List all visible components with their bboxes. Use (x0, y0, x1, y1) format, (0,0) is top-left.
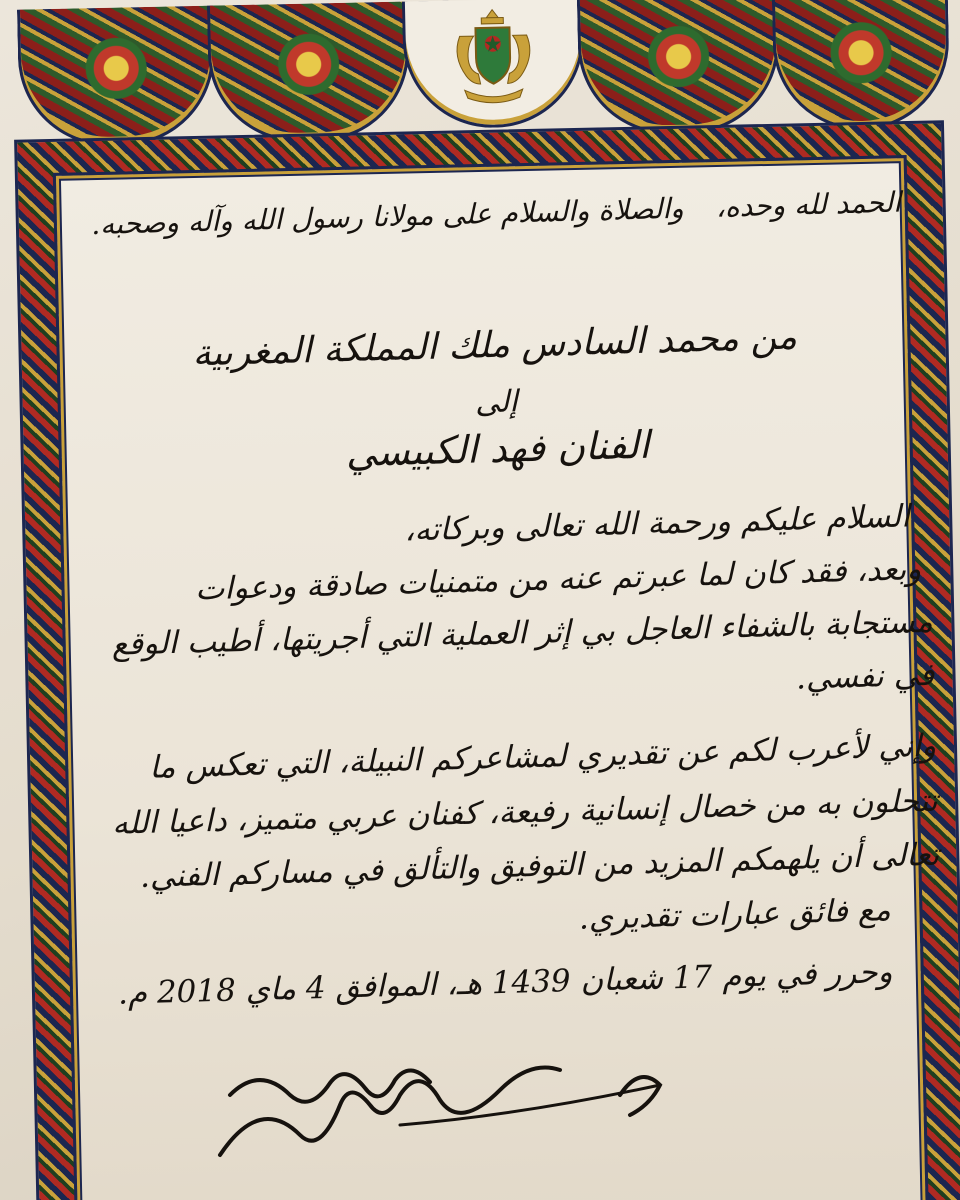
opening-salutation: والصلاة والسلام على مولانا رسول الله وآله وصحبه. (90, 191, 685, 242)
ornament-arch (577, 0, 781, 136)
royal-emblem-medallion (402, 0, 586, 130)
ornament-arch (772, 0, 951, 132)
recipient-line: الفنان فهد الكبيسي (345, 422, 651, 476)
ornament-arch (17, 6, 216, 148)
date-line: وحرر في يوم 17 شعبان 1439 هـ، الموافق 4 ماي 2018 م. (117, 954, 893, 1012)
sender-line: من محمد السادس ملك المملكة المغربية (192, 316, 798, 375)
body-line: وبعد، فقد كان لما عبرتم عنه من متمنيات صادقة ودعوات (194, 551, 922, 608)
body-line: وإني لأعرب لكم عن تقديري لمشاعركم النبيلة، التي تعكس ما (148, 727, 937, 786)
body-line: السلام عليكم ورحمة الله تعالى وبركاته، (403, 498, 911, 549)
signature-scribble-icon (200, 1035, 680, 1185)
body-line: تعالى أن يلهمكم المزيد من التوفيق والتألق في مساركم الفني. (139, 836, 940, 896)
to-word: إلى (474, 384, 519, 421)
royal-coat-of-arms-icon (445, 5, 542, 107)
closing-line: مع فائق عبارات تقديري. (578, 892, 892, 937)
royal-signature (200, 1035, 680, 1185)
opening-praise: الحمد لله وحده، (715, 185, 902, 224)
body-line: تتحلون به من خصال إنسانية رفيعة، كفنان عربي متميز، داعيا الله (111, 782, 939, 842)
ornament-arch (207, 1, 411, 143)
body-line: مستجابة بالشفاء العاجل بي إثر العملية التي أجريتها، أطيب الوقع (111, 603, 934, 663)
body-line: في نفسي. (795, 656, 935, 697)
letter-body (60, 163, 948, 1187)
